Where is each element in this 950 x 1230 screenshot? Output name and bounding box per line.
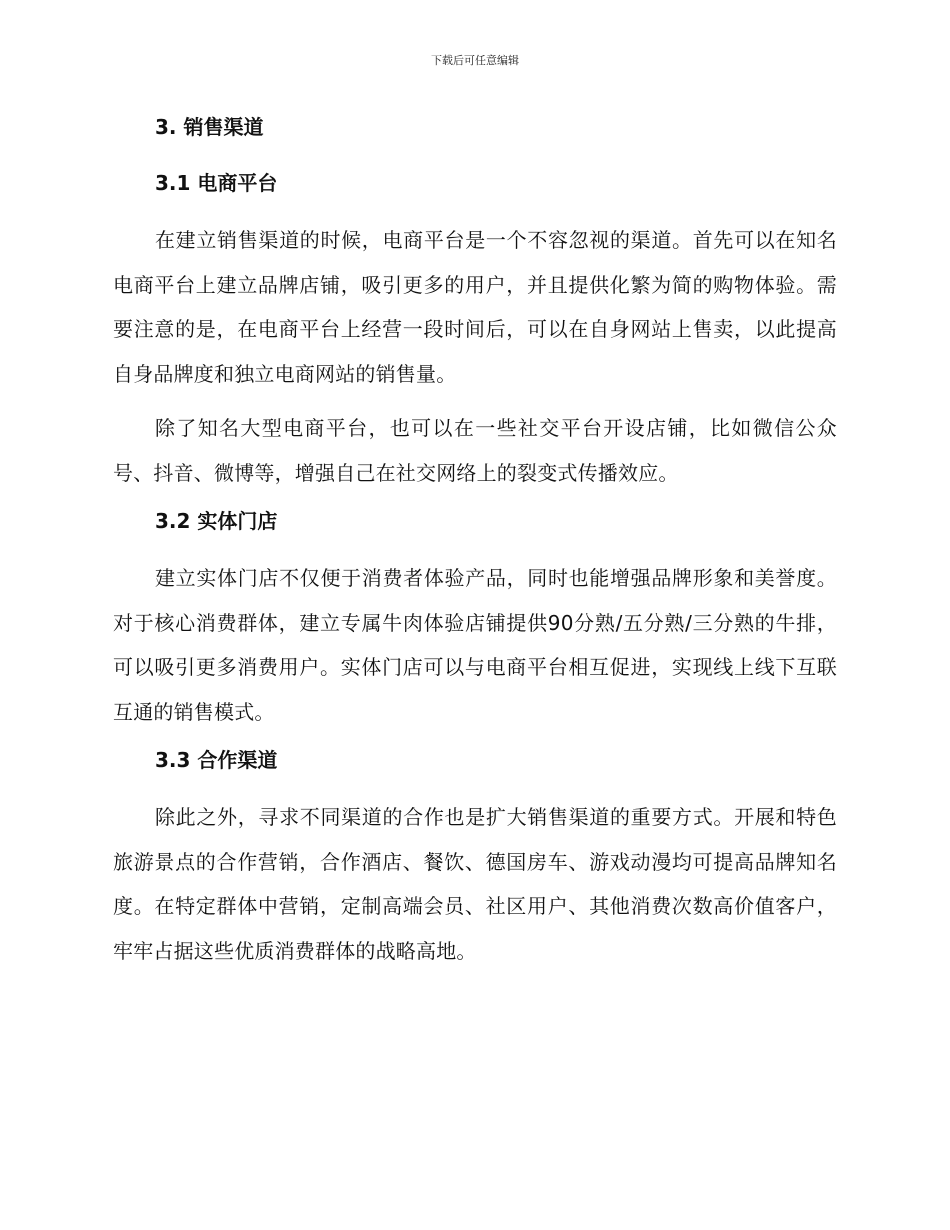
subsection-title-3-3: 3.3 合作渠道 xyxy=(155,748,278,772)
section-title: 3. 销售渠道 xyxy=(155,115,264,139)
paragraph-ecommerce-1: 在建立销售渠道的时候，电商平台是一个不容忽视的渠道。首先可以在知名电商平台上建立品牌店铺，吸引更多的用户，并且提供化繁为简的购物体验。需要注意的是，在电商平台上经营一段时间后，可以在自身网站上售卖，以此提高自身品牌度和独立电商网站的销售量。 xyxy=(113,228,837,386)
subsection-title-3-2: 3.2 实体门店 xyxy=(155,509,278,533)
paragraph-ecommerce-2: 除了知名大型电商平台，也可以在一些社交平台开设店铺，比如微信公众号、抖音、微博等，增强自己在社交网络上的裂变式传播效应。 xyxy=(113,416,837,485)
paragraph-physical-store: 建立实体门店不仅便于消费者体验产品，同时也能增强品牌形象和美誉度。对于核心消费群体，建立专属牛肉体验店铺提供90分熟/五分熟/三分熟的牛排，可以吸引更多消费用户。实体门店可以与电商平台相互促进，实现线上线下互联互通的销售模式。 xyxy=(113,566,837,724)
document-body xyxy=(113,112,837,973)
page-header-note: 下载后可任意编辑 xyxy=(431,54,519,67)
subsection-title-3-1: 3.1 电商平台 xyxy=(155,171,278,195)
paragraph-cooperation: 除此之外，寻求不同渠道的合作也是扩大销售渠道的重要方式。开展和特色旅游景点的合作营销，合作酒店、餐饮、德国房车、游戏动漫均可提高品牌知名度。在特定群体中营销，定制高端会员、社区用户、其他消费次数高价值客户，牢牢占据这些优质消费群体的战略高地。 xyxy=(113,805,837,963)
